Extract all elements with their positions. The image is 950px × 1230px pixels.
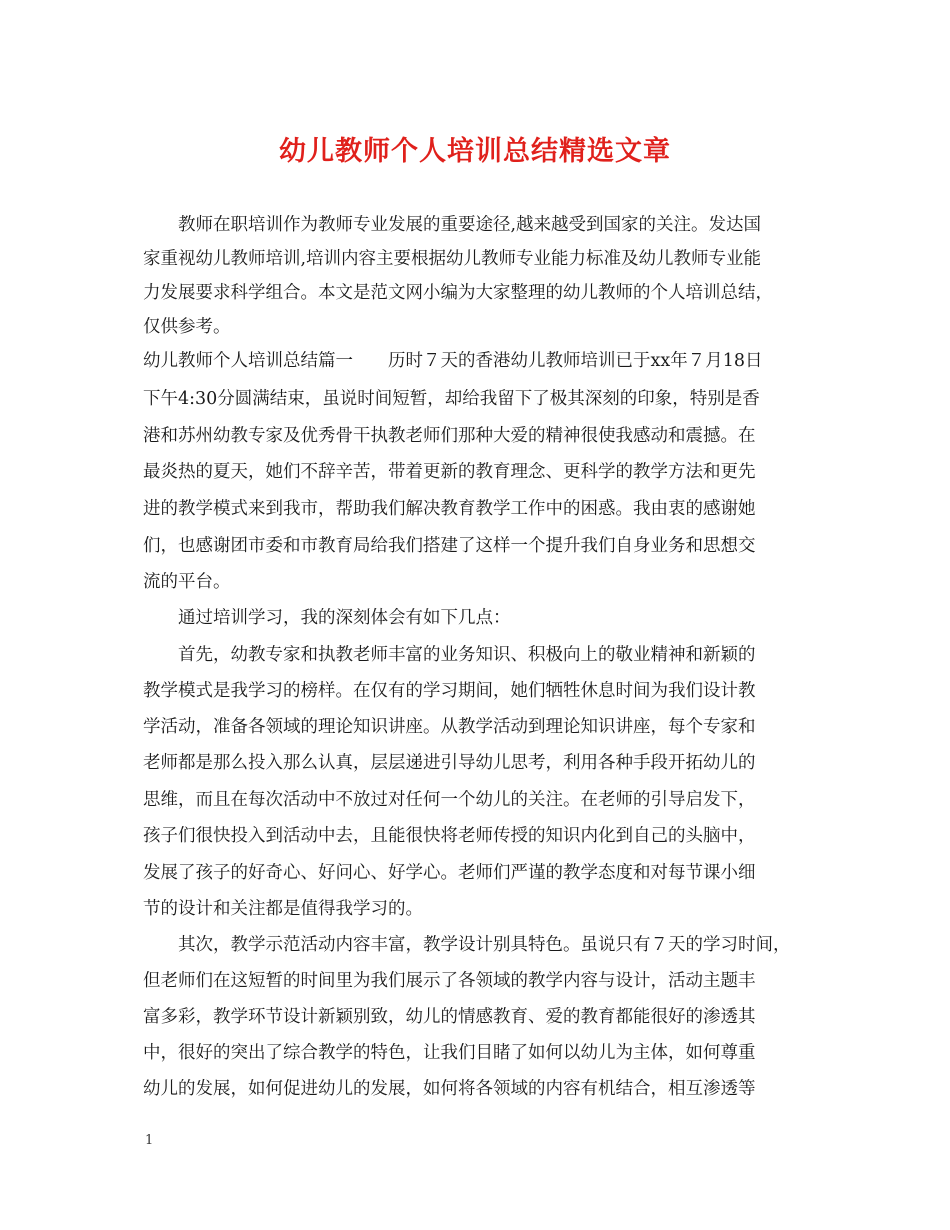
body-line: 幼儿教师个人培训总结篇一 历时７天的香港幼儿教师培训已于xx年７月18日 xyxy=(143,351,763,371)
body-line: 们，也感谢团市委和市教育局给我们搭建了这样一个提升我们自身业务和思想交 xyxy=(143,536,756,556)
body-line: 发展了孩子的好奇心、好问心、好学心。老师们严谨的教学态度和对每节课小细 xyxy=(143,863,756,883)
body-line: 通过培训学习，我的深刻体会有如下几点： xyxy=(143,608,511,628)
page-number: 1 xyxy=(145,1133,154,1148)
body-line: 中，很好的突出了综合教学的特色，让我们目睹了如何以幼儿为主体，如何尊重 xyxy=(143,1043,756,1063)
body-line: 首先，幼教专家和执教老师丰富的业务知识、积极向上的敬业精神和新颖的 xyxy=(143,645,756,665)
body-line: 最炎热的夏天，她们不辞辛苦，带着更新的教育理念、更科学的教学方法和更先 xyxy=(143,462,756,482)
body-line: 进的教学模式来到我市，帮助我们解决教育教学工作中的困惑。我由衷的感谢她 xyxy=(143,499,756,519)
body-line: 家重视幼儿教师培训,培训内容主要根据幼儿教师专业能力标准及幼儿教师专业能 xyxy=(143,249,762,269)
body-line: 学活动，准备各领域的理论知识讲座。从教学活动到理论知识讲座，每个专家和 xyxy=(143,717,756,737)
body-line: 富多彩，教学环节设计新颖别致，幼儿的情感教育、爱的教育都能很好的渗透其 xyxy=(143,1007,756,1027)
body-line: 港和苏州幼教专家及优秀骨干执教老师们那种大爱的精神很使我感动和震撼。在 xyxy=(143,426,756,446)
body-line: 孩子们很快投入到活动中去，且能很快将老师传授的知识内化到自己的头脑中， xyxy=(143,826,756,846)
body-line: 但老师们在这短暂的时间里为我们展示了各领域的教学内容与设计，活动主题丰 xyxy=(143,971,756,991)
body-line: 其次，教学示范活动内容丰富，教学设计别具特色。虽说只有７天的学习时间， xyxy=(143,935,791,955)
body-line: 教师在职培训作为教师专业发展的重要途径,越来越受到国家的关注。发达国 xyxy=(143,215,762,235)
body-line: 下午4:30分圆满结束，虽说时间短暂，却给我留下了极其深刻的印象，特别是香 xyxy=(143,389,760,409)
body-line: 幼儿的发展，如何促进幼儿的发展，如何将各领域的内容有机结合，相互渗透等 xyxy=(143,1079,756,1099)
body-line: 节的设计和关注都是值得我学习的。 xyxy=(143,899,423,919)
body-line: 力发展要求科学组合。本文是范文网小编为大家整理的幼儿教师的个人培训总结， xyxy=(143,283,773,303)
body-line: 教学模式是我学习的榜样。在仅有的学习期间，她们牺牲休息时间为我们设计教 xyxy=(143,681,756,701)
document-title: 幼儿教师个人培训总结精选文章 xyxy=(279,136,671,167)
body-line: 流的平台。 xyxy=(143,572,231,592)
body-line: 老师都是那么投入那么认真，层层递进引导幼儿思考，利用各种手段开拓幼儿的 xyxy=(143,753,756,773)
body-line: 仅供参考。 xyxy=(143,317,231,337)
body-line: 思维，而且在每次活动中不放过对任何一个幼儿的关注。在老师的引导启发下， xyxy=(143,790,756,810)
